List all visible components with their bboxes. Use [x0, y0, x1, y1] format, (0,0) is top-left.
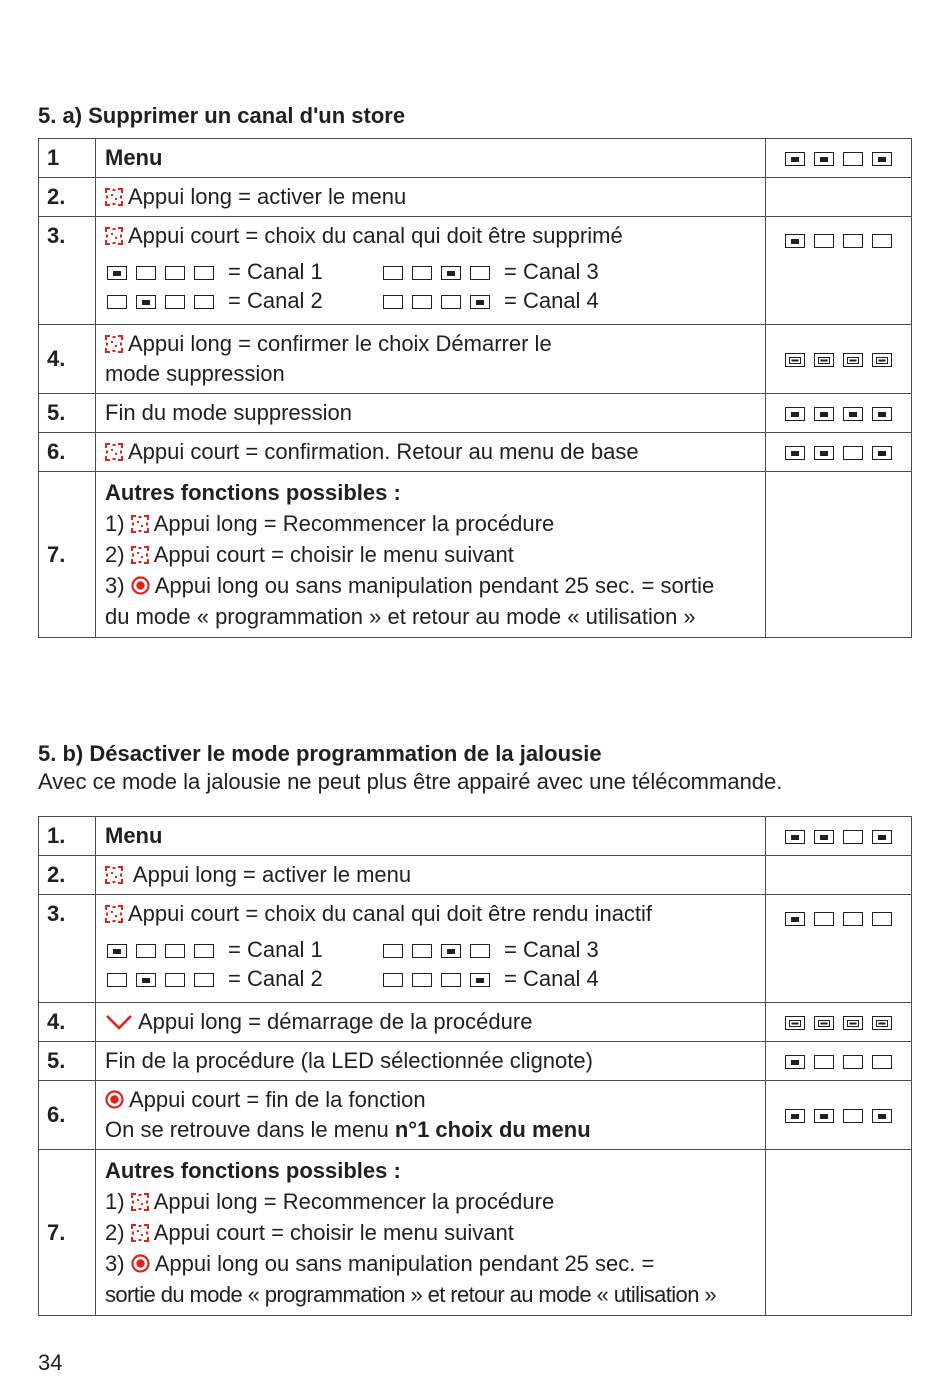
channel-legend-item — [107, 964, 383, 993]
led-off-icon — [843, 446, 863, 460]
led-off-icon — [412, 295, 432, 309]
step-number: 6. — [39, 1081, 96, 1150]
channel-label: = Canal 4 — [504, 288, 599, 313]
table-row — [39, 1150, 912, 1316]
led-off-icon — [194, 944, 214, 958]
led-on-icon — [785, 1055, 805, 1069]
dotted-square-button-icon — [105, 443, 123, 461]
led-off-icon — [107, 973, 127, 987]
led-on-icon — [136, 295, 156, 309]
step-description — [96, 325, 766, 394]
table-row — [39, 472, 912, 638]
led-blink-icon — [814, 353, 834, 367]
menu-reference: n°1 choix du menu — [394, 1117, 591, 1142]
led-indicator — [383, 935, 490, 964]
dotted-square-button-icon — [131, 1193, 149, 1211]
led-off-icon — [194, 973, 214, 987]
led-on-icon — [107, 944, 127, 958]
led-blink-icon — [872, 353, 892, 367]
led-indicator — [107, 964, 214, 993]
red-chevron-down-icon — [105, 1013, 133, 1031]
list-item — [105, 570, 757, 601]
led-on-icon — [814, 407, 834, 421]
led-off-icon — [843, 1055, 863, 1069]
led-indicator — [383, 286, 490, 315]
list-prefix: 3) — [105, 573, 125, 598]
led-on-icon — [814, 446, 834, 460]
led-on-icon — [136, 973, 156, 987]
list-text: Appui long = Recommencer la procédure — [153, 1189, 555, 1214]
led-off-icon — [107, 295, 127, 309]
led-blink-icon — [872, 1016, 892, 1030]
led-blink-icon — [785, 1016, 805, 1030]
channel-legend-item — [107, 935, 383, 964]
led-blink-icon — [814, 1016, 834, 1030]
led-off-icon — [383, 295, 403, 309]
list-text: Appui court = choisir le menu suivant — [153, 542, 514, 567]
led-on-icon — [470, 973, 490, 987]
channel-legend — [107, 257, 757, 315]
step-text: On se retrouve dans le menu — [105, 1117, 395, 1142]
channel-legend — [107, 935, 757, 993]
led-off-icon — [136, 944, 156, 958]
section-b-title: 5. b) Désactiver le mode programmation de la jalousie — [38, 741, 602, 766]
led-indicator — [766, 217, 912, 325]
led-off-icon — [843, 1109, 863, 1123]
step-description — [96, 1003, 766, 1042]
led-on-icon — [872, 830, 892, 844]
led-indicator — [766, 139, 912, 178]
list-text: Appui long ou sans manipulation pendant 25 sec. = — [154, 1251, 655, 1276]
channel-label: = Canal 3 — [504, 937, 599, 962]
step-number: 7. — [39, 1150, 96, 1316]
step-description — [96, 217, 766, 325]
channel-label: = Canal 2 — [228, 966, 323, 991]
step-description: Fin du mode suppression — [96, 394, 766, 433]
channel-label: = Canal 3 — [504, 259, 599, 284]
dotted-square-button-icon — [105, 227, 123, 245]
channel-legend-item — [383, 257, 643, 286]
list-text: Appui long = Recommencer la procédure — [153, 511, 555, 536]
step-description — [96, 472, 766, 638]
led-off-icon — [814, 912, 834, 926]
step-description: Menu — [96, 139, 766, 178]
list-prefix: 1) — [105, 511, 125, 536]
led-on-icon — [107, 266, 127, 280]
led-row — [107, 973, 214, 987]
led-indicator — [766, 325, 912, 394]
led-on-icon — [785, 830, 805, 844]
step-text: Appui court = choix du canal qui doit être rendu inactif — [128, 901, 653, 926]
led-off-icon — [383, 266, 403, 280]
led-indicator — [766, 1003, 912, 1042]
step-description — [96, 856, 766, 895]
led-off-icon — [165, 295, 185, 309]
list-item — [105, 1248, 757, 1279]
led-off-icon — [470, 266, 490, 280]
step-text: Appui long = activer le menu — [132, 862, 412, 887]
led-off-icon — [872, 1055, 892, 1069]
led-row — [785, 912, 892, 926]
table-row — [39, 139, 912, 178]
led-indicator — [766, 1081, 912, 1150]
led-indicator — [766, 394, 912, 433]
led-indicator — [766, 1042, 912, 1081]
step-text: Appui long = confirmer le choix Démarrer le — [128, 331, 552, 356]
list-item — [105, 1217, 757, 1248]
led-row — [785, 1109, 892, 1123]
step-number: 1 — [39, 139, 96, 178]
list-prefix: 3) — [105, 1251, 125, 1276]
channel-legend-item — [383, 935, 643, 964]
step-number: 5. — [39, 394, 96, 433]
led-off-icon — [872, 912, 892, 926]
led-indicator — [383, 257, 490, 286]
page-number: 34 — [38, 1350, 63, 1375]
led-off-icon — [441, 295, 461, 309]
dotted-square-button-icon — [131, 546, 149, 564]
step-number: 4. — [39, 1003, 96, 1042]
led-indicator — [766, 856, 912, 895]
dotted-square-button-icon — [105, 905, 123, 923]
led-on-icon — [872, 446, 892, 460]
list-text: du mode « programmation » et retour au mode « utilisation » — [105, 604, 696, 629]
led-indicator — [766, 472, 912, 638]
dotted-square-button-icon — [105, 866, 123, 884]
step-number: 1. — [39, 817, 96, 856]
list-text: sortie du mode « programmation » et retour au mode « utilisation » — [105, 1282, 716, 1307]
led-off-icon — [412, 973, 432, 987]
step-number: 2. — [39, 178, 96, 217]
led-blink-icon — [785, 353, 805, 367]
led-off-icon — [872, 234, 892, 248]
section-a-title: 5. a) Supprimer un canal d'un store — [38, 103, 406, 128]
list-prefix: 1) — [105, 1189, 125, 1214]
led-on-icon — [785, 1109, 805, 1123]
led-indicator — [766, 1150, 912, 1316]
red-circle-button-icon — [131, 1254, 150, 1273]
led-indicator — [383, 964, 490, 993]
led-row — [785, 830, 892, 844]
channel-label: = Canal 1 — [228, 259, 323, 284]
step-description — [96, 433, 766, 472]
led-on-icon — [872, 1109, 892, 1123]
led-off-icon — [814, 234, 834, 248]
led-row — [107, 266, 214, 280]
led-off-icon — [165, 973, 185, 987]
led-off-icon — [843, 152, 863, 166]
table-row — [39, 1003, 912, 1042]
channel-label: = Canal 4 — [504, 966, 599, 991]
led-indicator — [766, 817, 912, 856]
led-off-icon — [383, 973, 403, 987]
step-text: Appui court = fin de la fonction — [129, 1087, 426, 1112]
step-description: Menu — [96, 817, 766, 856]
step-number: 3. — [39, 895, 96, 1003]
step-text: Appui long = démarrage de la procédure — [138, 1009, 533, 1034]
list-item — [105, 539, 757, 570]
red-circle-button-icon — [105, 1090, 124, 1109]
led-indicator — [107, 286, 214, 315]
led-indicator — [107, 257, 214, 286]
step-number: 4. — [39, 325, 96, 394]
table-row — [39, 325, 912, 394]
step-number: 3. — [39, 217, 96, 325]
led-row — [785, 407, 892, 421]
table-row — [39, 178, 912, 217]
led-row — [785, 1055, 892, 1069]
led-row — [383, 295, 490, 309]
led-row — [785, 1016, 892, 1030]
led-off-icon — [412, 944, 432, 958]
led-indicator — [766, 895, 912, 1003]
step-description — [96, 895, 766, 1003]
list-item — [105, 1186, 757, 1217]
led-on-icon — [872, 407, 892, 421]
led-on-icon — [785, 446, 805, 460]
led-off-icon — [441, 973, 461, 987]
table-row — [39, 394, 912, 433]
other-functions-heading: Autres fonctions possibles : — [105, 480, 401, 505]
step-number: 6. — [39, 433, 96, 472]
list-text: Appui court = choisir le menu suivant — [153, 1220, 514, 1245]
led-row — [785, 446, 892, 460]
led-off-icon — [194, 266, 214, 280]
led-on-icon — [843, 407, 863, 421]
step-number: 2. — [39, 856, 96, 895]
led-off-icon — [843, 830, 863, 844]
list-text: Appui long ou sans manipulation pendant 25 sec. = sortie — [154, 573, 715, 598]
channel-legend-item — [107, 257, 383, 286]
led-row — [785, 234, 892, 248]
step-number: 5. — [39, 1042, 96, 1081]
led-on-icon — [785, 912, 805, 926]
section-b-subtitle: Avec ce mode la jalousie ne peut plus être appairé avec une télécommande. — [38, 769, 783, 794]
led-row — [383, 973, 490, 987]
led-off-icon — [412, 266, 432, 280]
led-indicator — [107, 935, 214, 964]
table-row — [39, 217, 912, 325]
dotted-square-button-icon — [131, 515, 149, 533]
step-description: Fin de la procédure (la LED sélectionnée clignote) — [96, 1042, 766, 1081]
led-off-icon — [165, 944, 185, 958]
led-off-icon — [194, 295, 214, 309]
steps-table-a — [38, 138, 912, 638]
table-row — [39, 433, 912, 472]
dotted-square-button-icon — [131, 1224, 149, 1242]
led-row — [785, 152, 892, 166]
led-row — [107, 944, 214, 958]
step-description — [96, 1081, 766, 1150]
channel-legend-item — [383, 964, 643, 993]
led-on-icon — [872, 152, 892, 166]
led-row — [785, 353, 892, 367]
steps-table-b — [38, 816, 912, 1316]
table-row — [39, 1081, 912, 1150]
led-row — [383, 944, 490, 958]
table-row — [39, 1042, 912, 1081]
led-blink-icon — [843, 353, 863, 367]
led-on-icon — [441, 266, 461, 280]
step-description — [96, 178, 766, 217]
led-off-icon — [470, 944, 490, 958]
led-on-icon — [785, 407, 805, 421]
led-on-icon — [441, 944, 461, 958]
led-off-icon — [383, 944, 403, 958]
other-functions-heading: Autres fonctions possibles : — [105, 1158, 401, 1183]
table-row — [39, 895, 912, 1003]
list-prefix: 2) — [105, 542, 125, 567]
led-on-icon — [785, 152, 805, 166]
channel-legend-item — [383, 286, 643, 315]
led-blink-icon — [843, 1016, 863, 1030]
led-off-icon — [843, 234, 863, 248]
led-row — [107, 295, 214, 309]
led-off-icon — [814, 1055, 834, 1069]
led-row — [383, 266, 490, 280]
led-indicator — [766, 178, 912, 217]
table-row — [39, 817, 912, 856]
led-on-icon — [785, 234, 805, 248]
led-on-icon — [814, 152, 834, 166]
step-text: Appui court = choix du canal qui doit être supprimé — [128, 223, 623, 248]
led-on-icon — [470, 295, 490, 309]
table-row — [39, 856, 912, 895]
list-item — [105, 508, 757, 539]
channel-label: = Canal 1 — [228, 937, 323, 962]
step-text: Appui court = confirmation. Retour au menu de base — [128, 439, 639, 464]
channel-label: = Canal 2 — [228, 288, 323, 313]
step-number: 7. — [39, 472, 96, 638]
red-circle-button-icon — [131, 576, 150, 595]
led-off-icon — [165, 266, 185, 280]
dotted-square-button-icon — [105, 335, 123, 353]
step-description — [96, 1150, 766, 1316]
led-indicator — [766, 433, 912, 472]
led-on-icon — [814, 1109, 834, 1123]
list-prefix: 2) — [105, 1220, 125, 1245]
step-text: Appui long = activer le menu — [128, 184, 407, 209]
dotted-square-button-icon — [105, 188, 123, 206]
led-on-icon — [814, 830, 834, 844]
step-text: mode suppression — [105, 361, 285, 386]
led-off-icon — [843, 912, 863, 926]
channel-legend-item — [107, 286, 383, 315]
led-off-icon — [136, 266, 156, 280]
